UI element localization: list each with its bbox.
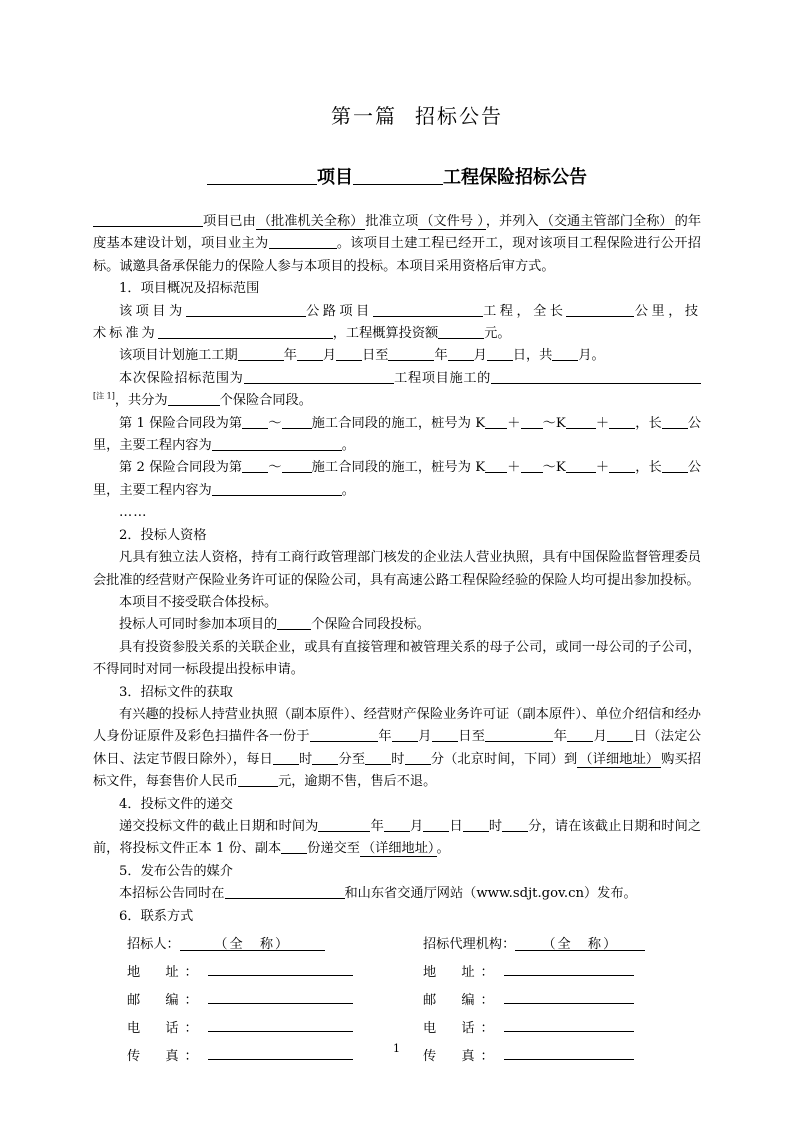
p4-t1: 第 1 保险合同段为第 xyxy=(119,415,243,431)
q3-t1: 投标人可同时参加本项目的 xyxy=(119,617,278,633)
contact-agency-name xyxy=(405,931,701,958)
p2-blank-total xyxy=(552,345,578,361)
r1-t5: 年 xyxy=(553,729,568,745)
q3-t2: 个保险合同段投标。 xyxy=(311,617,430,633)
title-part-1: 第一篇 xyxy=(331,104,397,128)
p4-t7: ，长 xyxy=(635,415,662,431)
p4-t2: ～ xyxy=(268,415,282,431)
p5-blank-6 xyxy=(609,457,635,473)
r1-blank-month-2 xyxy=(567,726,593,742)
r1-t9: 分至 xyxy=(338,751,366,767)
p5-t5: ～K xyxy=(542,460,566,476)
paragraph-no-consortium: 本项目不接受联合体投标。 xyxy=(119,594,278,610)
s1-blank-day xyxy=(423,816,449,832)
p3-blank-3 xyxy=(168,390,220,406)
paragraph-bidder-qualification: 凡具有独立法人资格，持有工商行政管理部门核发的企业法人营业执照，具有中国保险监督管理委员会批准的经营财产保险业务许可证的保险公司，具有高速公路工程保险经验的保险人均可提出参加投标。 xyxy=(93,550,701,588)
contact-value-postcode-right xyxy=(504,986,634,1004)
section-6-number: 6． xyxy=(119,908,141,924)
paragraph-simultaneous-bids xyxy=(93,614,701,636)
s1-detailed-address: （详细地址） xyxy=(361,841,435,857)
contact-agency-address xyxy=(405,958,701,986)
paragraph-construction-period xyxy=(93,345,701,367)
s1-t4: 日 xyxy=(449,818,463,834)
p5-t3: 施工合同段的施工，桩号为 K xyxy=(311,460,486,476)
p5-t2: ～ xyxy=(268,460,282,476)
paragraph-document-acquisition xyxy=(93,704,701,794)
s1-t2: 年 xyxy=(370,818,384,834)
section-3-number: 3． xyxy=(119,684,141,700)
subtitle xyxy=(93,163,701,189)
r1-blank-minute-1 xyxy=(312,749,338,765)
intro-blank-project xyxy=(93,211,203,227)
s1-t8: 。 xyxy=(436,841,450,857)
paragraph-ellipsis: …… xyxy=(119,505,148,521)
section-2-number: 2． xyxy=(119,527,141,543)
p5-blank-1 xyxy=(242,457,268,473)
p4-blank-6 xyxy=(609,413,635,429)
p4-t6: ＋ xyxy=(595,415,610,431)
intro-transport-authority: （交通主管部门全称） xyxy=(540,214,673,229)
r1-blank-price xyxy=(238,771,278,787)
p4-t9: 。 xyxy=(341,438,355,454)
p2-blank-year-1 xyxy=(238,345,284,361)
section-2-title: 投标人资格 xyxy=(140,527,207,543)
p2-blank-month-1 xyxy=(297,345,323,361)
contact-label-postcode-left: 邮 编： xyxy=(127,993,204,1008)
p3-t2: 工程项目施工的 xyxy=(393,370,492,386)
s1-blank-minute xyxy=(502,816,528,832)
contact-agency-postcode xyxy=(405,986,701,1014)
s1-blank-month xyxy=(384,816,410,832)
p1-t6: 元。 xyxy=(484,326,511,342)
r1-t3: 月 xyxy=(417,729,432,745)
section-5-number: 5． xyxy=(119,863,141,879)
s1-t1: 递交投标文件的截止日期和时间为 xyxy=(119,818,319,834)
paragraph-publication-media xyxy=(93,883,701,905)
contact-label-phone-left: 电 话： xyxy=(127,1021,204,1036)
contact-label-fax-left: 传 真： xyxy=(127,1049,204,1064)
p3-blank-1 xyxy=(244,368,394,384)
t1-blank-media xyxy=(225,883,345,899)
contact-value-postcode-left xyxy=(208,986,353,1004)
contact-label-address-right: 地 址： xyxy=(423,965,500,980)
q3-blank-1 xyxy=(277,614,311,630)
contact-tenderee-address xyxy=(93,958,405,986)
paragraph-contract-section-1 xyxy=(93,413,701,458)
r1-t1: 有兴趣的投标人持营业执照（副本原件）、经营财产保险业务许可证（副本原件）、单位介绍信和经办人身份证原件及彩色扫描件各一份于 xyxy=(93,706,701,745)
p4-t4: ＋ xyxy=(507,415,521,431)
p1-blank-3 xyxy=(566,301,634,317)
p2-t2: 年 xyxy=(283,348,297,364)
contact-value-phone-left xyxy=(208,1014,353,1032)
t1-t2: 和山东省交通厅网站（www.sdjt.gov.cn）发布。 xyxy=(344,886,637,902)
contact-label-phone-right: 电 话： xyxy=(423,1021,500,1036)
intro-paragraph xyxy=(93,211,701,278)
p5-t7: ，长 xyxy=(635,460,662,476)
p1-blank-1 xyxy=(186,301,306,317)
p4-blank-4 xyxy=(521,413,543,429)
r1-t7: 日（法定公休日、法定节假日除外），每日 xyxy=(93,729,702,767)
r1-blank-day-1 xyxy=(432,726,458,742)
r1-blank-day-2 xyxy=(607,726,633,742)
p3-blank-2 xyxy=(491,368,701,384)
section-4-heading xyxy=(93,794,701,816)
p1-t5: ，工程概算投资额 xyxy=(332,326,439,342)
section-6-heading xyxy=(93,906,701,928)
section-6-title: 联系方式 xyxy=(140,908,194,924)
r1-t4: 日至 xyxy=(457,729,486,745)
s1-t5: 时 xyxy=(488,818,503,834)
section-4-number: 4． xyxy=(119,796,141,812)
p4-t3: 施工合同段的施工，桩号为 K xyxy=(311,415,486,431)
r1-t6: 月 xyxy=(593,729,608,745)
section-1-number: 1． xyxy=(119,281,141,297)
subtitle-end: 工程保险招标公告 xyxy=(443,167,587,188)
document-content xyxy=(93,100,701,1070)
p1-blank-2 xyxy=(373,301,483,317)
paragraph-affiliated-companies: 具有投资参股关系的关联企业，或具有直接管理和被管理关系的母子公司，或同一母公司的子公司，不得同时对同一标段提出投标申请。 xyxy=(93,639,701,678)
p2-t7: 日，共 xyxy=(512,348,553,364)
contact-value-agency: （全 称） xyxy=(515,931,645,951)
intro-approval-authority: （批准机关全称） xyxy=(257,214,364,229)
p5-blank-7 xyxy=(662,457,688,473)
r1-t11: 分（北京时间，下同）到 xyxy=(430,751,578,767)
p4-blank-1 xyxy=(242,413,268,429)
contact-value-address-left xyxy=(208,958,353,976)
p5-blank-3 xyxy=(485,457,507,473)
section-2-heading xyxy=(93,525,701,547)
p1-t4: 公里，技术标准为 xyxy=(93,303,702,342)
contact-value-address-right xyxy=(504,958,634,976)
section-1-heading xyxy=(93,278,701,300)
contact-value-phone-right xyxy=(504,1014,634,1032)
p4-blank-2 xyxy=(282,413,312,429)
p3-t3: ，共分为 xyxy=(114,393,168,409)
intro-t2: 批准立项 xyxy=(365,214,419,229)
intro-t4: 的年度基本建设计划，项目业主为 xyxy=(93,214,702,252)
p2-t8: 月。 xyxy=(578,348,605,364)
s1-blank-copies xyxy=(281,838,307,854)
intro-blank-owner xyxy=(269,233,337,249)
subtitle-blank-1 xyxy=(207,169,317,185)
section-4-title: 投标文件的递交 xyxy=(140,796,233,812)
contact-label-agency: 招标代理机构： xyxy=(423,937,516,952)
contact-row-name xyxy=(93,931,701,958)
section-3-heading xyxy=(93,682,701,704)
p5-blank-5 xyxy=(566,457,596,473)
p2-t1: 该项目计划施工工期 xyxy=(119,348,238,364)
contact-value-tenderee: （全 称） xyxy=(180,931,325,951)
r1-blank-year-1 xyxy=(310,726,378,742)
s1-t7: 份递交至 xyxy=(307,841,360,857)
p2-blank-year-2 xyxy=(388,345,434,361)
p4-t8: 公里，主要工程内容为 xyxy=(93,415,702,454)
p5-t4: ＋ xyxy=(507,460,521,476)
r1-blank-month-1 xyxy=(392,726,418,742)
r1-blank-hour-2 xyxy=(365,749,391,765)
s1-blank-hour xyxy=(463,816,489,832)
p1-t1: 该项目为 xyxy=(119,303,186,319)
subtitle-mid: 项目 xyxy=(317,167,353,188)
intro-t5: 。该项目土建工程已经开工，现对该项目工程保险进行公开招标。诚邀具备承保能力的保险人参与本项目的投标。本项目采用资格后审方式。 xyxy=(93,236,701,274)
paragraph-bid-submission xyxy=(93,816,701,861)
t1-t1: 本招标公告同时在 xyxy=(119,886,225,902)
section-1-title: 项目概况及招标范围 xyxy=(140,281,260,297)
title-part-2: 招标公告 xyxy=(415,104,503,128)
r1-blank-year-2 xyxy=(485,726,553,742)
p2-t3: 月 xyxy=(322,348,337,364)
contact-label-tenderee: 招标人： xyxy=(127,937,180,952)
r1-t10: 时 xyxy=(391,751,405,767)
s1-t3: 月 xyxy=(409,818,424,834)
p2-blank-day-1 xyxy=(336,345,362,361)
contact-tenderee-name xyxy=(93,931,405,958)
r1-t13: 元，逾期不售，售后不退。 xyxy=(278,774,437,790)
r1-t8: 时 xyxy=(298,751,313,767)
paragraph-insurance-scope xyxy=(93,368,701,413)
p5-blank-4 xyxy=(521,457,543,473)
r1-t2: 年 xyxy=(377,729,392,745)
paragraph-contract-section-2 xyxy=(93,457,701,502)
p2-blank-day-2 xyxy=(487,345,513,361)
intro-document-number: （文件号 ） xyxy=(420,214,484,229)
p5-t6: ＋ xyxy=(595,460,610,476)
r1-blank-hour-1 xyxy=(273,749,299,765)
contact-label-fax-right: 传 真： xyxy=(423,1049,500,1064)
p1-blank-4 xyxy=(158,323,333,339)
page-title xyxy=(93,100,701,129)
s1-blank-year xyxy=(318,816,370,832)
p1-t3: 工程，全长 xyxy=(482,303,567,319)
p4-blank-7 xyxy=(662,413,688,429)
p1-t2: 公路项目 xyxy=(305,303,373,319)
section-5-title: 发布公告的媒介 xyxy=(140,863,233,879)
r1-detailed-address: （详细地址） xyxy=(579,751,660,767)
paragraph-project-overview xyxy=(93,301,701,346)
p2-t6: 月 xyxy=(473,348,487,364)
p2-t5: 年 xyxy=(434,348,448,364)
p2-blank-month-2 xyxy=(448,345,474,361)
intro-t1: 项目已由 xyxy=(203,214,256,229)
contact-label-postcode-right: 邮 编： xyxy=(423,993,500,1008)
contact-row-address xyxy=(93,958,701,986)
s1-t6: 分，请在该截止日期和时间之前，将投标文件正本 1 份、副本 xyxy=(93,818,702,857)
r1-blank-minute-2 xyxy=(405,749,431,765)
subtitle-blank-2 xyxy=(353,169,443,185)
p1-blank-5 xyxy=(438,323,484,339)
p5-t1: 第 2 保险合同段为第 xyxy=(119,460,243,476)
page-number: 1 xyxy=(393,1042,400,1055)
contact-agency-phone xyxy=(405,1014,701,1042)
p3-t4: 个保险合同段。 xyxy=(219,393,312,409)
section-3-title: 招标文件的获取 xyxy=(140,684,233,700)
p5-blank-8 xyxy=(212,480,342,496)
footnote-marker-1: [注 1] xyxy=(93,391,115,401)
p3-t1: 本次保险招标范围为 xyxy=(119,370,244,386)
section-5-heading xyxy=(93,861,701,883)
p4-blank-5 xyxy=(566,413,596,429)
contact-tenderee-postcode xyxy=(93,986,405,1014)
contact-tenderee-phone xyxy=(93,1014,405,1042)
r1-t12: 购买招标文件，每套售价人民币 xyxy=(93,751,702,790)
p2-t4: 日至 xyxy=(362,348,389,364)
intro-t3: ，并列入 xyxy=(485,214,539,229)
p5-blank-2 xyxy=(282,457,312,473)
p4-blank-8 xyxy=(212,435,342,451)
p5-t8: 公里，主要工程内容为 xyxy=(93,460,702,498)
contact-row-phone xyxy=(93,1014,701,1042)
contact-row-postcode xyxy=(93,986,701,1014)
p4-blank-3 xyxy=(485,413,507,429)
p5-t9: 。 xyxy=(341,482,355,498)
contact-label-address-left: 地 址： xyxy=(127,965,204,980)
p4-t5: ～K xyxy=(542,415,566,431)
